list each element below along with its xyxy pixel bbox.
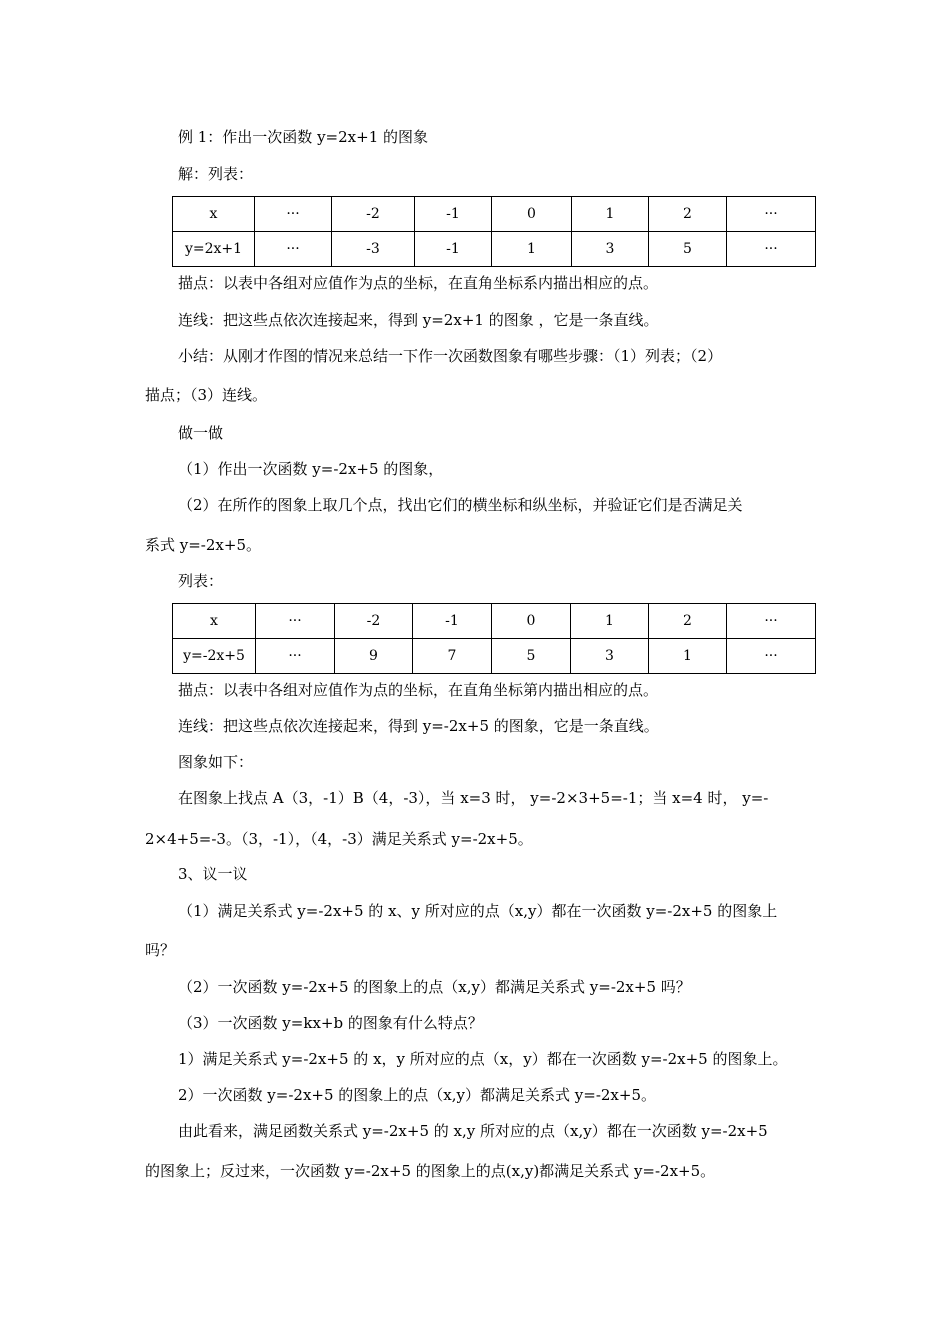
table-cell: -3 xyxy=(332,232,415,267)
table-row xyxy=(173,639,816,674)
table-cell: 9 xyxy=(335,639,413,674)
table-cell: 2 xyxy=(649,197,727,232)
table-cell: 1 xyxy=(492,232,572,267)
summary-line-1: 小结：从刚才作图的情况来总结一下作一次函数图象有哪些步骤：（1）列表；（2） xyxy=(178,347,723,365)
answer-2: 2）一次函数 y=-2x+5 的图象上的点（x,y）都满足关系式 y=-2x+5。 xyxy=(178,1086,657,1104)
table-cell: 2 xyxy=(649,604,727,639)
table-cell: -2 xyxy=(332,197,415,232)
table-cell: 1 xyxy=(649,639,727,674)
task-1: （1）作出一次函数 y=-2x+5 的图象， xyxy=(178,460,444,478)
table-cell: 0 xyxy=(492,197,572,232)
table-row xyxy=(173,604,816,639)
table-cell: -1 xyxy=(415,232,492,267)
question-1-line-1: （1）满足关系式 y=-2x+5 的 x、y 所对应的点（x,y）都在一次函数 y=-2x+5 的图象上 xyxy=(178,902,778,920)
table-cell: x xyxy=(173,604,256,639)
answer-1: 1）满足关系式 y=-2x+5 的 x，y 所对应的点（x，y）都在一次函数 y=-2x+5 的图象上。 xyxy=(178,1050,788,1068)
summary-line-2: 描点；（3）连线。 xyxy=(145,386,268,404)
do-section-title: 做一做 xyxy=(178,424,224,442)
table-cell: ··· xyxy=(727,639,816,674)
table-cell: -1 xyxy=(415,197,492,232)
plot-step-1: 描点：以表中各组对应值作为点的坐标，在直角坐标系内描出相应的点。 xyxy=(178,274,659,292)
example-title: 例 1：作出一次函数 y=2x+1 的图象 xyxy=(178,128,429,146)
question-2: （2）一次函数 y=-2x+5 的图象上的点（x,y）都满足关系式 y=-2x+5 吗？ xyxy=(178,978,691,996)
table-cell: ··· xyxy=(256,604,335,639)
table-cell: 1 xyxy=(571,604,649,639)
table-cell: 7 xyxy=(413,639,492,674)
value-table-1 xyxy=(172,196,816,267)
task-2-line-2: 系式 y=-2x+5。 xyxy=(145,536,261,554)
conclusion-line-2: 的图象上；反过来，一次函数 y=-2x+5 的图象上的点(x,y)都满足关系式 y=-2x+5。 xyxy=(145,1162,716,1180)
conclusion-line-1: 由此看来，满足函数关系式 y=-2x+5 的 x,y 所对应的点（x,y）都在一次函数 y=-2x+5 xyxy=(178,1122,768,1140)
table-row xyxy=(173,232,816,267)
table-cell: y=-2x+5 xyxy=(173,639,256,674)
table-cell: ··· xyxy=(727,232,816,267)
verify-line-1: 在图象上找点 A（3，-1）B（4，-3），当 x=3 时， y=-2×3+5=-1；当 x=4 时， y=- xyxy=(178,789,769,807)
table-cell: 3 xyxy=(571,639,649,674)
connect-step-1: 连线：把这些点依次连接起来，得到 y=2x+1 的图象 ，它是一条直线。 xyxy=(178,311,659,329)
value-table-2 xyxy=(172,603,816,674)
question-3: （3）一次函数 y=kx+b 的图象有什么特点？ xyxy=(178,1014,483,1032)
table-cell: 0 xyxy=(492,604,571,639)
table-cell: -2 xyxy=(335,604,413,639)
connect-step-2: 连线：把这些点依次连接起来，得到 y=-2x+5 的图象，它是一条直线。 xyxy=(178,717,659,735)
table-cell: ··· xyxy=(256,639,335,674)
table-row xyxy=(173,197,816,232)
table-cell: 5 xyxy=(492,639,571,674)
table-cell: 1 xyxy=(572,197,649,232)
discuss-title: 3、议一议 xyxy=(178,865,248,883)
table-cell: ··· xyxy=(727,197,816,232)
task-2-line-1: （2）在所作的图象上取几个点，找出它们的横坐标和纵坐标，并验证它们是否满足关 xyxy=(178,496,743,514)
verify-line-2: 2×4+5=-3。（3，-1），（4，-3）满足关系式 y=-2x+5。 xyxy=(145,830,533,848)
table-cell: ··· xyxy=(727,604,816,639)
graph-label: 图象如下： xyxy=(178,753,254,771)
question-1-line-2: 吗？ xyxy=(145,941,176,959)
table-cell: y=2x+1 xyxy=(173,232,255,267)
table-cell: ··· xyxy=(255,197,332,232)
table-cell: -1 xyxy=(413,604,492,639)
table-cell: x xyxy=(173,197,255,232)
table-cell: 5 xyxy=(649,232,727,267)
solution-label: 解：列表： xyxy=(178,165,254,183)
table-cell: 3 xyxy=(572,232,649,267)
table-cell: ··· xyxy=(255,232,332,267)
table-label-2: 列表： xyxy=(178,572,224,590)
plot-step-2: 描点：以表中各组对应值作为点的坐标，在直角坐标第内描出相应的点。 xyxy=(178,681,659,699)
